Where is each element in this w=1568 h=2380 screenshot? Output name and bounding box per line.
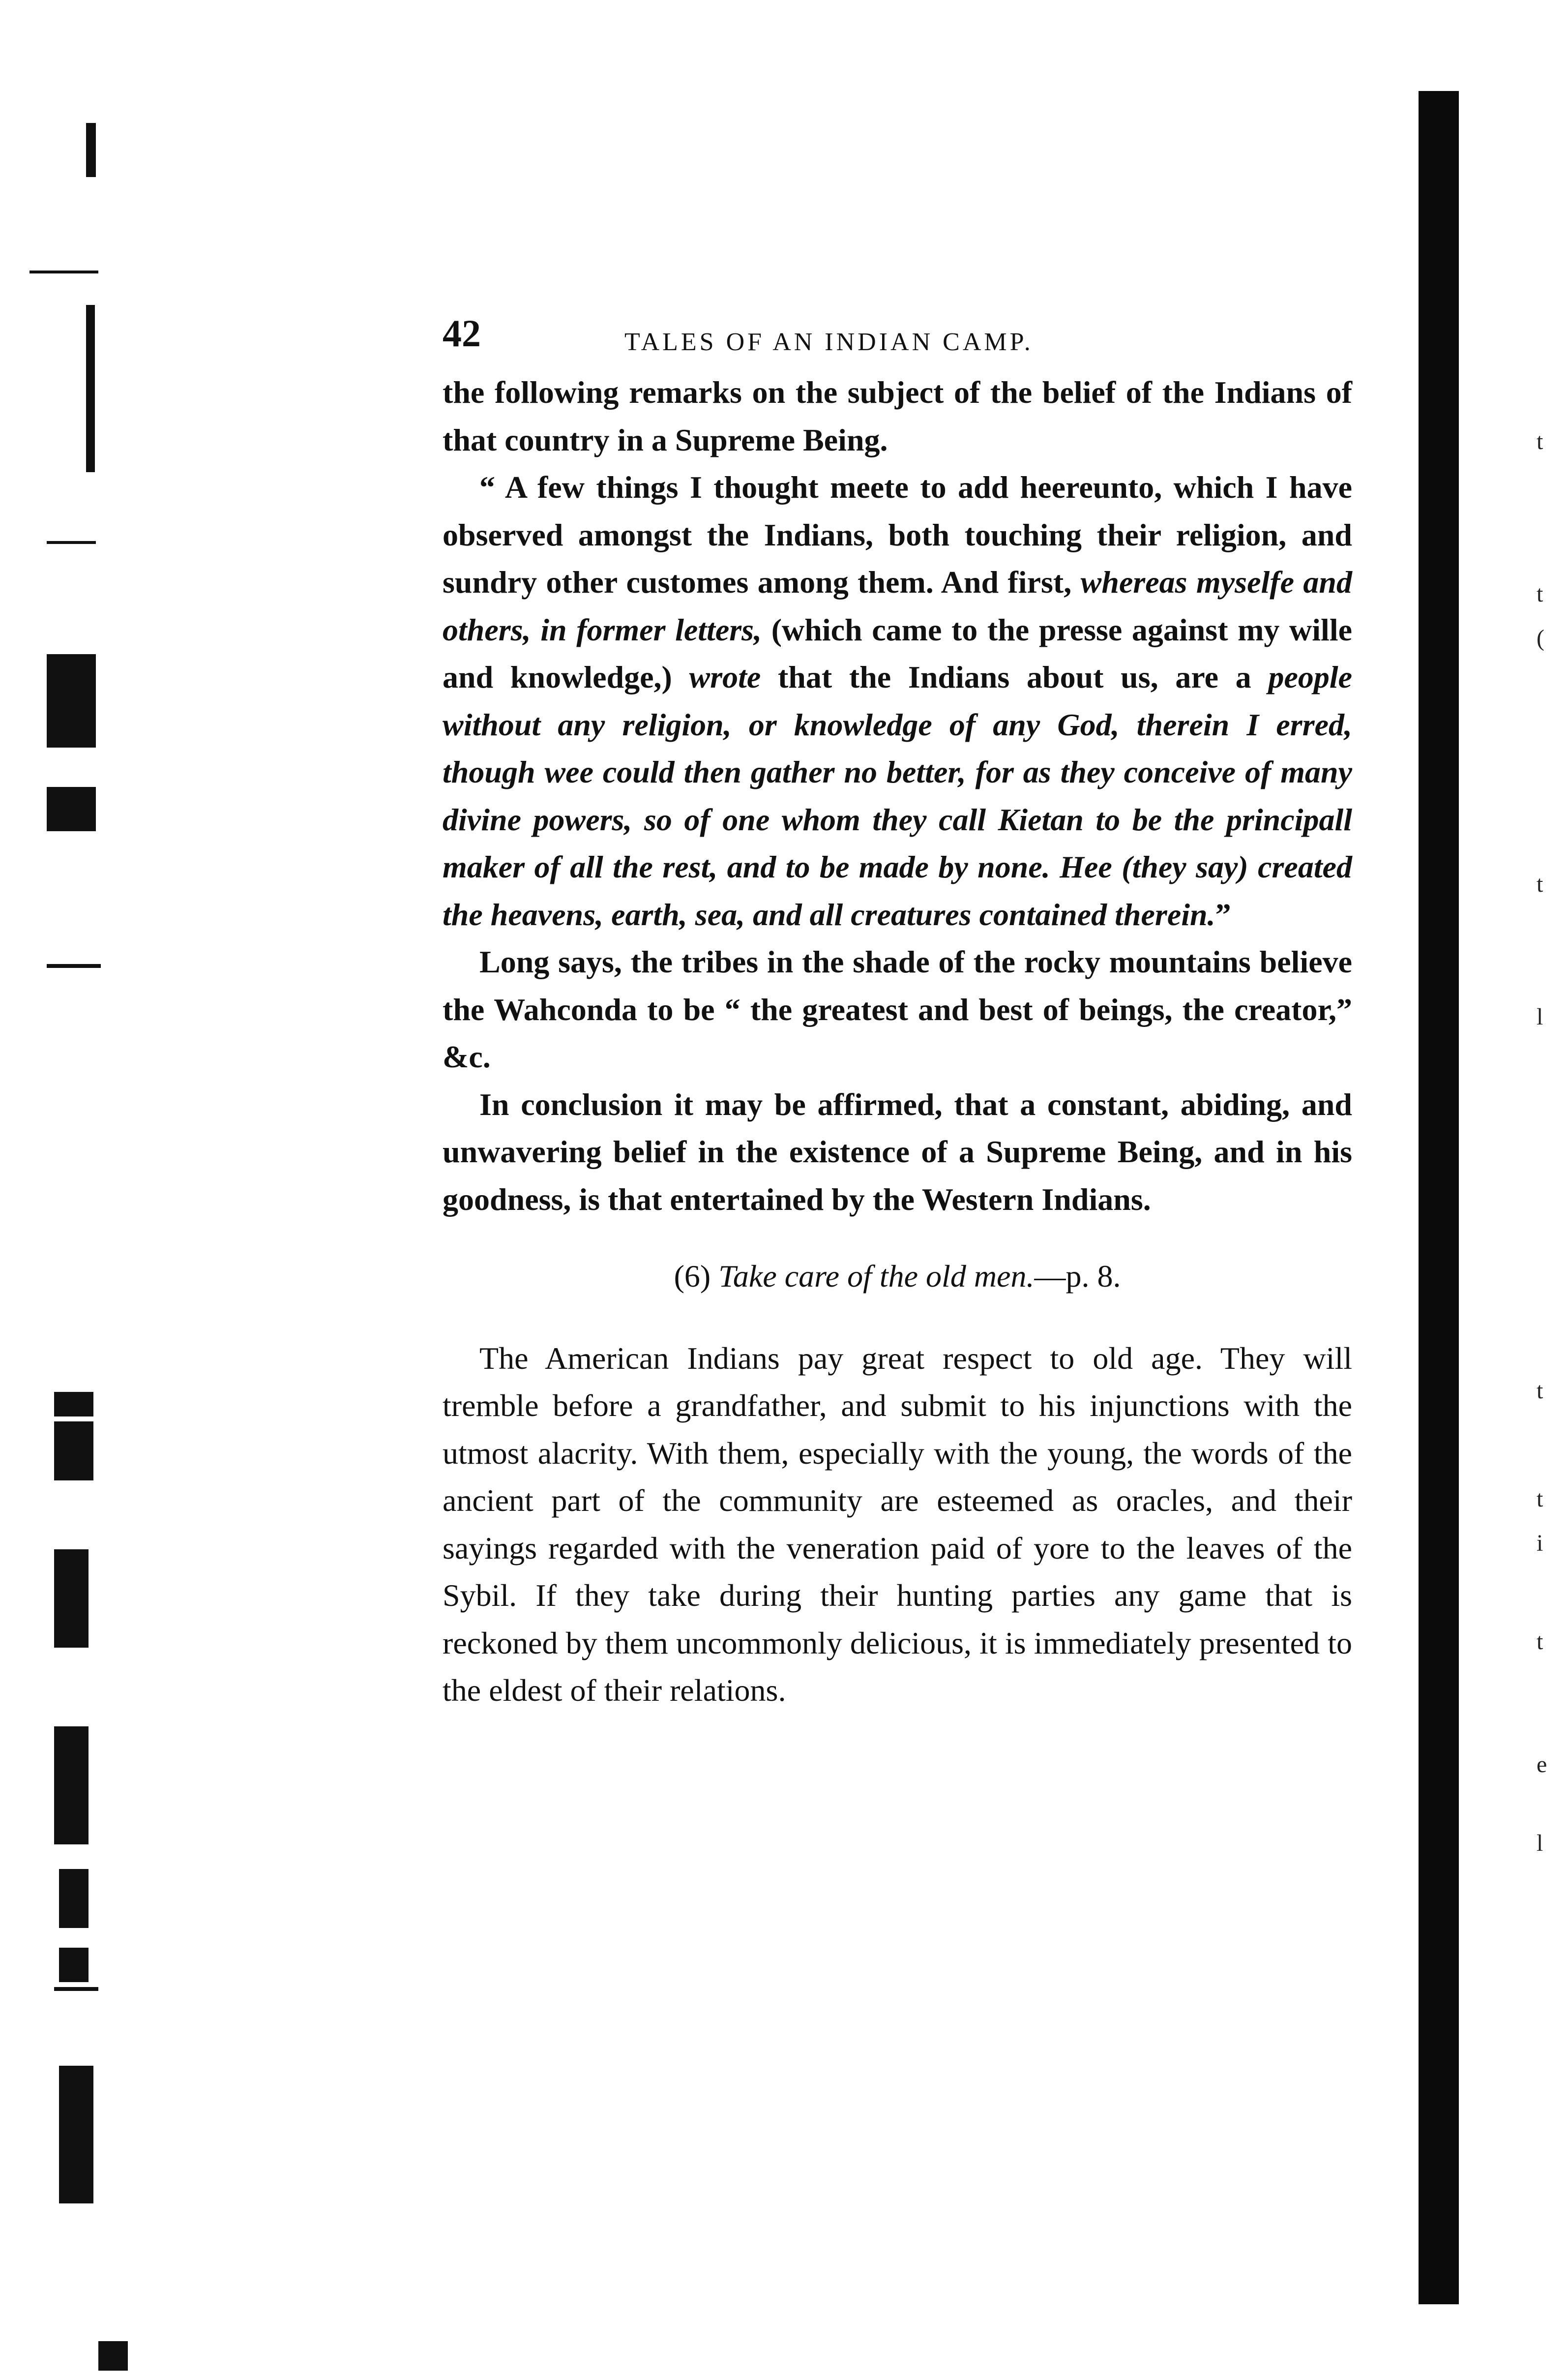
paragraph: the following remarks on the subject of the belief of the Indians of that country in a Supreme Being. xyxy=(443,375,1352,457)
bleed-glyph: i xyxy=(1537,1530,1543,1556)
scan-mark xyxy=(54,1392,93,1416)
bleed-glyph: ( xyxy=(1537,625,1544,651)
paragraph: The American Indians pay great respect to old age. They will tremble before a grandfather, and submit to his injunctions with the utmost alacrity. With them, especially with the young, the words of the ancient part of the community are esteemed as oracles, and their sayings regarded with the veneration paid of yore to the leaves of the Sybil. If they take during their hunting parties any game that is reckoned by them uncommonly delicious, it is immediately presented to the eldest of their relations. xyxy=(443,1340,1352,1708)
quote-italic: whereas myselfe and others, in former letters, xyxy=(443,565,1353,647)
scan-mark xyxy=(54,1549,89,1648)
bleed-glyph: t xyxy=(1537,1486,1543,1512)
bleed-glyph: t xyxy=(1537,581,1543,607)
bleed-glyph: l xyxy=(1537,1830,1543,1856)
scan-mark xyxy=(30,271,98,273)
scan-mark xyxy=(86,123,96,177)
quote-paragraph xyxy=(443,464,1352,938)
scan-mark xyxy=(47,541,96,544)
bleed-glyph: l xyxy=(1537,1004,1543,1030)
scan-mark xyxy=(59,1948,89,1982)
quote-text: (which came to the presse against my wille and knowledge,) xyxy=(443,612,1353,694)
bleed-glyph: t xyxy=(1537,428,1543,454)
scan-mark xyxy=(47,787,96,831)
quote-italic: wrote xyxy=(689,660,761,694)
scan-mark xyxy=(54,1987,98,1991)
scan-mark xyxy=(47,654,96,748)
section-ref: —p. 8. xyxy=(1034,1259,1121,1294)
section-heading xyxy=(443,1253,1352,1300)
scan-mark xyxy=(98,2341,128,2371)
scan-mark xyxy=(86,305,95,472)
quote-text: that the Indians about us, are a xyxy=(777,660,1251,694)
section-title: Take care of the old men. xyxy=(718,1259,1035,1294)
quote-italic: people without any religion, or knowledge of any God, therein I erred, though wee could then gather no better, for as they conceive of many divine powers, so of one whom they call Kietan to be the principall maker of all the rest, and to be made by none. Hee (they say) created the heavens, earth, sea, and all creatures contained therein. xyxy=(443,660,1353,932)
quote-text: “ A few things I thought meete to add heereunto, which I have observed amongst the Indians, both touching their religion, and sundry other customes among them. And first, xyxy=(443,470,1352,600)
scan-mark xyxy=(54,1421,93,1480)
scan-mark xyxy=(59,2066,93,2203)
scan-mark xyxy=(47,964,101,968)
bleed-glyph: t xyxy=(1537,871,1543,897)
paragraph: Long says, the tribes in the shade of the rocky mountains believe the Wahconda to be “ the greatest and best of beings, the creator,” &c. xyxy=(443,944,1352,1074)
paragraph: In conclusion it may be affirmed, that a constant, abiding, and unwavering belief in the existence of a Supreme Being, and in his goodness, is that entertained by the Western Indians. xyxy=(443,1086,1352,1217)
bleed-glyph: e xyxy=(1537,1751,1547,1777)
running-title: TALES OF AN INDIAN CAMP. xyxy=(624,328,1034,356)
quote-close: ” xyxy=(1215,897,1231,932)
running-head xyxy=(443,312,1352,369)
scan-mark xyxy=(54,1726,89,1844)
scan-mark xyxy=(59,1869,89,1928)
page-content xyxy=(443,312,1353,1715)
page-number: 42 xyxy=(443,312,481,355)
bleed-glyph: t xyxy=(1537,1628,1543,1655)
bleed-glyph: t xyxy=(1537,1378,1543,1404)
scan-left-edge xyxy=(0,0,148,2380)
section-number: (6) xyxy=(674,1259,711,1294)
right-gutter-bar xyxy=(1419,91,1459,2304)
